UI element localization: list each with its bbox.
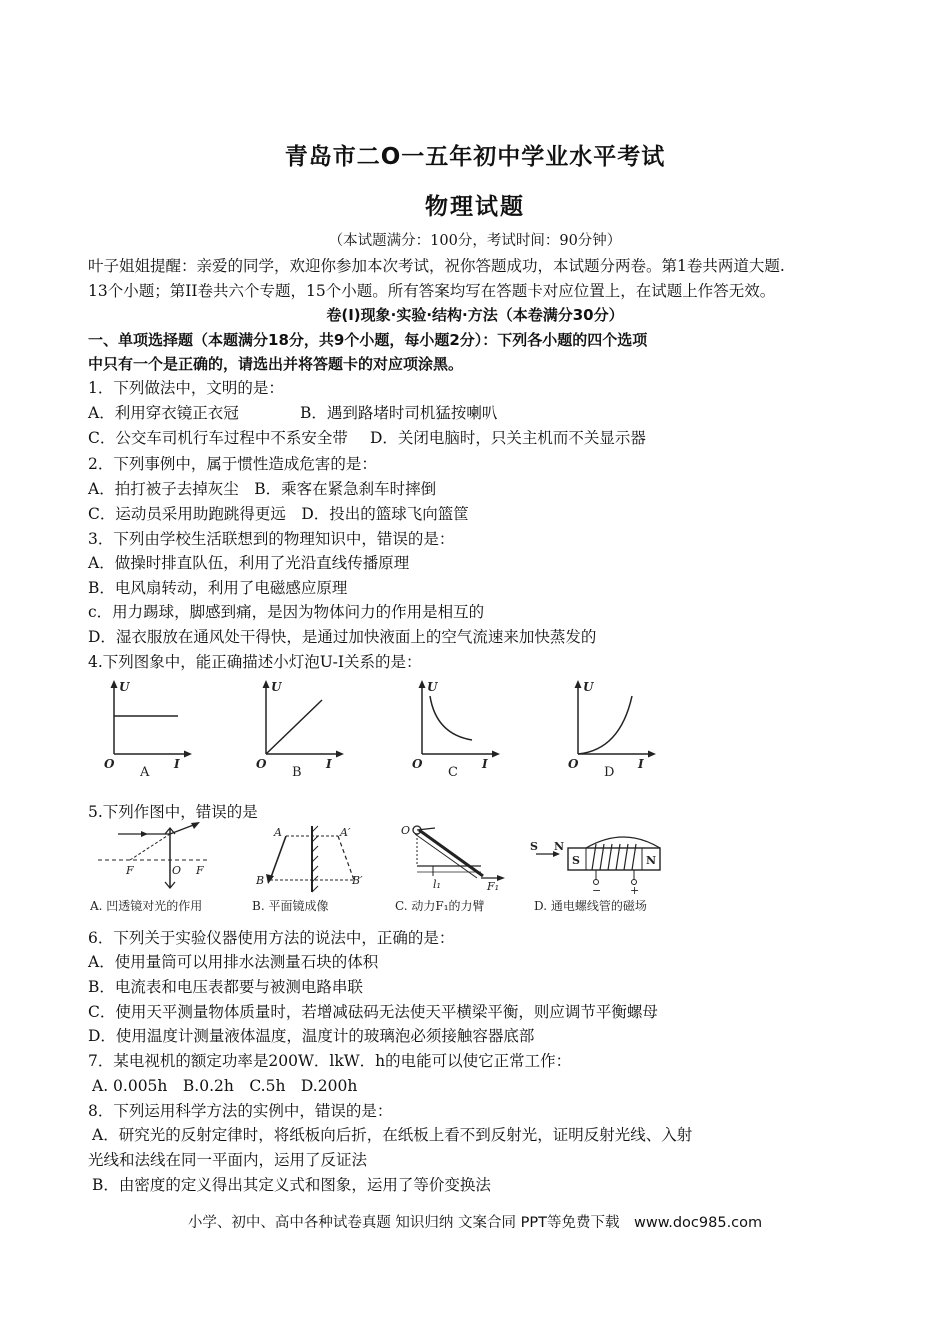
q6-option-a: A．使用量筒可以用排水法测量石块的体积	[88, 953, 379, 971]
q5-d-compass-s: S	[530, 840, 538, 853]
q5-b-caption: B. 平面镜成像	[252, 899, 329, 913]
q5-fig-d-solenoid	[530, 837, 660, 913]
q4-graph-a	[104, 680, 192, 780]
q3-option-d: D．湿衣服放在通风处干得快，是通过加快液面上的空气流速来加快蒸发的	[88, 628, 597, 646]
q4-c-axis-i: I	[482, 757, 488, 771]
q5-a-caption: A. 凹透镜对光的作用	[90, 899, 203, 913]
q8-option-a-line-2: 光线和法线在同一平面内，运用了反证法	[88, 1151, 368, 1169]
exam-meta: （本试题满分：100分，考试时间：90分钟）	[328, 233, 622, 249]
q8-option-b: B．由密度的定义得出其定义式和图象，运用了等价变换法	[92, 1176, 491, 1194]
q4-c-label: C	[448, 765, 458, 780]
q5-c-caption: C. 动力F₁的力臂	[395, 899, 485, 913]
part1-heading-1: 一、单项选择题（本题满分18分，共9个小题，每小题2分）：下列各小题的四个选项	[88, 331, 648, 349]
q4-a-axis-u: U	[119, 680, 130, 694]
q5-c-arm: l₁	[433, 878, 441, 891]
q5-fig-a-concave-lens	[89, 822, 208, 913]
part1-heading-2: 中只有一个是正确的，请选出并将答题卡的对应项涂黑。	[88, 355, 464, 373]
q5-d-caption: D. 通电螺线管的磁场	[534, 899, 647, 913]
q1-option-b: B．遇到路堵时司机猛按喇叭	[300, 404, 498, 422]
q3-stem: 3．下列由学校生活联想到的物理知识中，错误的是：	[88, 530, 455, 548]
q4-a-origin: O	[104, 757, 115, 771]
footer-note: 小学、初中、高中各种试卷真题 知识归纳 文案合同 PPT等免费下载 www.doc985.com	[187, 1215, 763, 1231]
q4-graph-b	[256, 680, 344, 780]
q5-c-pivot: O	[401, 824, 411, 837]
q3-option-a: A．做操时排直队伍，利用了光沿直线传播原理	[88, 554, 410, 572]
q4-c-axis-u: U	[427, 680, 438, 694]
q5-fig-b-plane-mirror	[252, 826, 363, 913]
q7-options: A. 0.005h B.0.2h C.5h D.200h	[92, 1077, 358, 1095]
q5-d-terminal-minus: −	[592, 884, 602, 897]
q4-d-axis-u: U	[583, 680, 594, 694]
q5-fig-c-lever	[395, 824, 505, 913]
notice-line-2: 13个小题；第II卷共六个专题，15个小题。所有答案均写在答题卡对应位置上，在试题上作答无效。	[88, 282, 776, 300]
q5-c-force: F₁	[487, 880, 500, 893]
q8-stem: 8．下列运用科学方法的实例中，错误的是：	[88, 1102, 393, 1120]
q4-b-origin: O	[256, 757, 267, 771]
q4-c-origin: O	[412, 757, 423, 771]
section-title: 卷(I)现象·实验·结构·方法（本卷满分30分）	[326, 306, 624, 324]
q6-option-c: C．使用天平测量物体质量时，若增减砝码无法使天平横梁平衡，则应调节平衡螺母	[88, 1003, 658, 1021]
q4-d-origin: O	[568, 757, 579, 771]
q5-b-point-a: A	[274, 826, 282, 839]
q1-option-c: C．公交车司机行车过程中不系安全带	[88, 429, 348, 447]
q1-stem: 1．下列做法中，文明的是：	[88, 379, 284, 397]
q1-option-d: D．关闭电脑时，只关主机而不关显示器	[370, 429, 646, 447]
q8-option-a-line-1: A．研究光的反射定律时，将纸板向后折，在纸板上看不到反射光，证明反射光线、入射	[92, 1126, 693, 1144]
q2-options-cd: C．运动员采用助跑跳得更远 D．投出的篮球飞向篮筐	[88, 505, 469, 523]
q6-stem: 6．下列关于实验仪器使用方法的说法中，正确的是：	[88, 929, 455, 947]
notice-line-1: 叶子姐姐提醒：亲爱的同学，欢迎你参加本次考试，祝你答题成功，本试题分两卷。第1卷共两道大题.	[88, 257, 785, 275]
q2-stem: 2．下列事例中，属于惯性造成危害的是：	[88, 455, 377, 473]
q3-option-b: B．电风扇转动，利用了电磁感应原理	[88, 579, 348, 597]
q4-b-axis-i: I	[326, 757, 332, 771]
q5-d-compass-n: N	[554, 840, 565, 853]
q4-d-axis-i: I	[638, 757, 644, 771]
q5-stem: 5.下列作图中，错误的是	[88, 803, 258, 821]
q4-d-label: D	[604, 765, 615, 780]
q5-d-terminal-plus: +	[630, 884, 640, 897]
q6-option-b: B．电流表和电压表都要与被测电路串联	[88, 978, 363, 996]
q4-graph-d	[568, 680, 656, 780]
q1-option-a: A．利用穿衣镜正衣冠	[88, 404, 239, 422]
q5-a-center: O	[172, 864, 182, 877]
q5-d-coil-n: N	[646, 854, 657, 867]
q4-b-label: B	[292, 765, 302, 780]
q5-figures	[88, 822, 678, 918]
q5-a-focus-left: F	[126, 864, 134, 877]
q4-a-axis-i: I	[174, 757, 180, 771]
q5-a-focus-right: F	[196, 864, 204, 877]
q4-a-label: A	[140, 765, 150, 780]
q5-b-point-b-image: B′	[352, 874, 363, 887]
q4-graphs	[98, 676, 658, 786]
exam-subtitle: 物理试题	[425, 194, 525, 220]
q5-b-point-b: B	[256, 874, 265, 887]
q6-option-d: D．使用温度计测量液体温度，温度计的玻璃泡必须接触容器底部	[88, 1027, 535, 1045]
q5-b-point-a-image: A′	[340, 826, 351, 839]
q7-stem: 7．某电视机的额定功率是200W．lkW．h的电能可以使它正常工作：	[88, 1052, 572, 1070]
q5-d-coil-s: S	[572, 854, 580, 867]
q2-options-ab: A．拍打被子去掉灰尘 B．乘客在紧急刹车时摔倒	[88, 480, 437, 498]
q4-b-axis-u: U	[271, 680, 282, 694]
exam-title: 青岛市二O一五年初中学业水平考试	[284, 144, 666, 170]
q4-stem: 4.下列图象中，能正确描述小灯泡U-I关系的是：	[88, 653, 422, 671]
q3-option-c: c．用力踢球，脚感到痛，是因为物体问力的作用是相互的	[88, 603, 485, 621]
q4-graph-c	[412, 680, 500, 780]
